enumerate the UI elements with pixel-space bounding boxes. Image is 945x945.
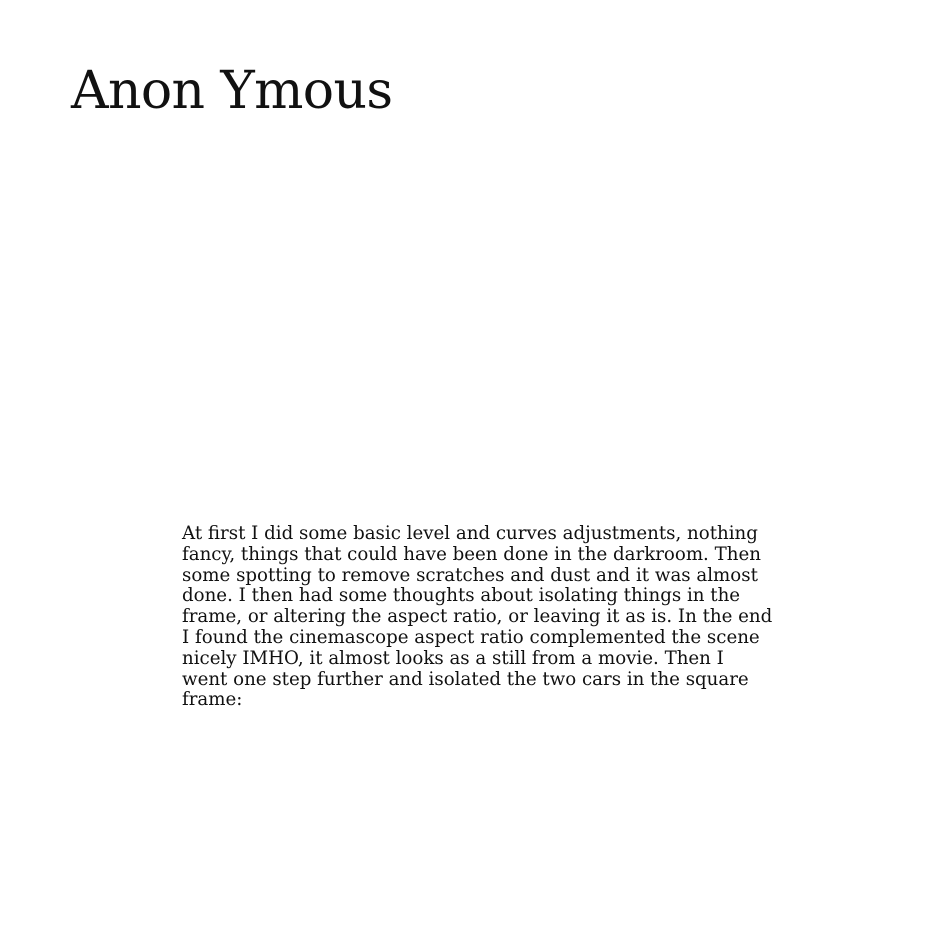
paragraph-line: I found the cinemascope aspect ratio complemented the scene: [182, 626, 760, 648]
paragraph-line: nicely IMHO, it almost looks as a still from a movie. Then I: [182, 647, 724, 669]
body-paragraph: [182, 524, 772, 711]
paragraph-line: frame, or altering the aspect ratio, or leaving it as is. In the end: [182, 606, 773, 628]
author-name: Anon Ymous: [71, 61, 393, 121]
paragraph-line: went one step further and isolated the two cars in the square: [182, 668, 749, 690]
paragraph-line: done. I then had some thoughts about isolating things in the: [182, 585, 741, 607]
paragraph-line: some spotting to remove scratches and dust and it was almost: [182, 564, 758, 586]
paragraph-line: fancy, things that could have been done in the darkroom. Then: [182, 543, 761, 565]
paragraph-line: frame:: [182, 689, 243, 711]
paragraph-line: At first I did some basic level and curves adjustments, nothing: [182, 523, 758, 544]
